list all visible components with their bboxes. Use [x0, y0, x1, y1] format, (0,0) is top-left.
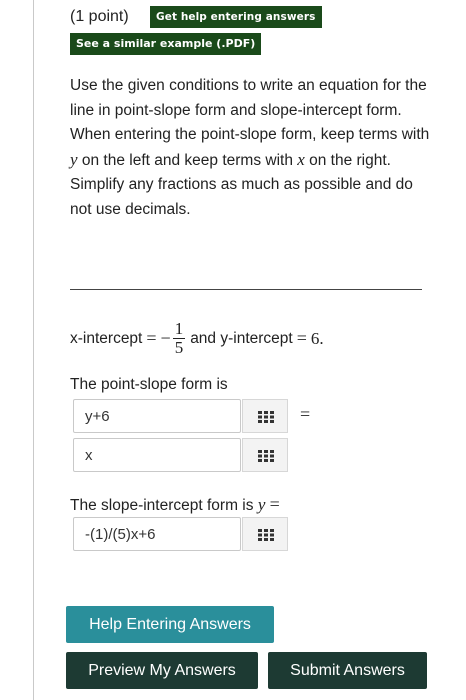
- instruction-text: on the left and keep terms with: [81, 151, 293, 169]
- instruction-paragraph-1: Use the given conditions to write an equation for the line in point-slope form and slope-intercept form.: [70, 77, 427, 119]
- slope-intercept-text: The slope-intercept form is: [70, 497, 254, 514]
- y-intercept-value: 6.: [310, 328, 324, 348]
- instruction-paragraph-2: [70, 123, 430, 173]
- divider: [70, 289, 422, 290]
- keyboard-grid-icon: [258, 411, 274, 423]
- point-slope-right-input[interactable]: [73, 438, 241, 472]
- x-intercept-label: x-intercept: [70, 329, 143, 347]
- equals-sign: =: [269, 494, 280, 514]
- help-entering-answers-button[interactable]: Help Entering Answers: [66, 606, 274, 643]
- instruction-paragraph-3: Simplify any fractions as much as possible and do not use decimals.: [70, 176, 413, 218]
- minus-sign: −: [160, 328, 171, 348]
- math-variable-y: y: [70, 149, 78, 169]
- equals-sign: =: [296, 328, 307, 348]
- instruction-text: When entering the point-slope form, keep terms with: [70, 126, 430, 143]
- preview-answers-button[interactable]: Preview My Answers: [66, 652, 258, 689]
- points-label: (1 point): [70, 8, 129, 25]
- given-conditions: [70, 320, 324, 357]
- problem-instructions: [70, 74, 430, 222]
- instruction-text: on the right.: [309, 151, 391, 169]
- keyboard-button[interactable]: [242, 517, 288, 551]
- keyboard-button[interactable]: [242, 399, 288, 433]
- keyboard-button[interactable]: [242, 438, 288, 472]
- keyboard-grid-icon: [258, 450, 274, 462]
- fraction-denominator: 5: [174, 338, 184, 357]
- point-slope-equals-sign: =: [300, 404, 311, 424]
- slope-intercept-input[interactable]: [73, 517, 241, 551]
- similar-example-pdf-button[interactable]: See a similar example (.PDF): [70, 33, 261, 55]
- y-intercept-label: and y-intercept: [190, 329, 293, 347]
- math-variable-y: y: [257, 495, 266, 514]
- fraction-numerator: 1: [174, 319, 184, 338]
- point-slope-label: The point-slope form is: [70, 376, 228, 393]
- left-border: [33, 0, 34, 700]
- point-slope-left-input[interactable]: [73, 399, 241, 433]
- math-variable-x: x: [297, 149, 305, 169]
- slope-intercept-label: [70, 494, 280, 515]
- fraction: [173, 320, 186, 357]
- submit-answers-button[interactable]: Submit Answers: [268, 652, 427, 689]
- keyboard-grid-icon: [258, 529, 274, 541]
- get-help-entering-answers-button[interactable]: Get help entering answers: [150, 6, 322, 28]
- equals-sign: =: [146, 328, 157, 348]
